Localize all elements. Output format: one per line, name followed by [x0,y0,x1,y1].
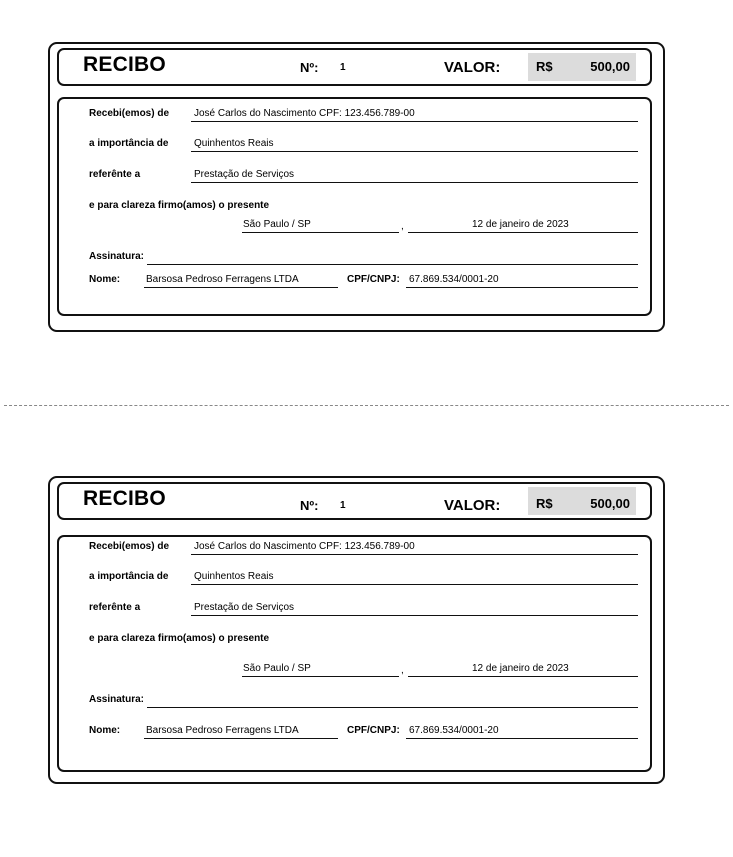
receipt-number: 1 [340,500,346,511]
name-label: Nome: [89,725,121,736]
name-label: Nome: [89,274,121,285]
amount-words-label: a importância de [89,571,169,582]
signature-line [147,707,638,708]
number-label: Nº: [300,498,319,513]
signature-label: Assinatura: [89,251,145,262]
reference-value: Prestação de Serviços [194,169,295,180]
received-from-line [191,554,638,555]
received-from-value: José Carlos do Nascimento CPF: 123.456.789-00 [194,108,415,119]
comma: , [401,665,404,676]
valor-label: VALOR: [444,59,501,76]
valor-box [528,487,636,515]
amount-words-line [191,584,638,585]
received-from-label: Recebi(emos) de [89,541,170,552]
doc-label: CPF/CNPJ: [347,725,400,736]
date-line [408,232,638,233]
reference-value: Prestação de Serviços [194,602,295,613]
amount-value: 500,00 [590,59,630,74]
amount-words-label: a importância de [89,138,169,149]
receipt-1 [48,42,665,332]
received-from-value: José Carlos do Nascimento CPF: 123.456.789-00 [194,541,415,552]
currency-symbol: R$ [536,59,553,74]
valor-label: VALOR: [444,497,501,514]
doc-line [406,738,638,739]
doc-label: CPF/CNPJ: [347,274,400,285]
date-value: 12 de janeiro de 2023 [472,663,569,674]
receipt-header [57,482,652,520]
receipt-header [57,48,652,86]
clarity-text: e para clareza firmo(amos) o presente [89,633,270,644]
doc-value: 67.869.534/0001-20 [409,274,499,285]
receipt-title: RECIBO [83,487,166,510]
reference-label: referênte a [89,169,141,180]
receipt-title: RECIBO [83,53,166,76]
signature-line [147,264,638,265]
name-line [144,738,338,739]
cut-line [4,405,729,406]
reference-line [191,615,638,616]
receipt-2 [48,476,665,784]
receipt-number: 1 [340,62,346,73]
received-from-line [191,121,638,122]
city-line [242,676,399,677]
amount-words-value: Quinhentos Reais [194,138,274,149]
name-value: Barsosa Pedroso Ferragens LTDA [146,274,299,285]
doc-value: 67.869.534/0001-20 [409,725,499,736]
signature-label: Assinatura: [89,694,145,705]
name-line [144,287,338,288]
clarity-text: e para clareza firmo(amos) o presente [89,200,270,211]
reference-label: referênte a [89,602,141,613]
city-value: São Paulo / SP [243,219,311,230]
received-from-label: Recebi(emos) de [89,108,170,119]
receipt-body [57,97,652,316]
reference-line [191,182,638,183]
comma: , [401,221,404,232]
date-value: 12 de janeiro de 2023 [472,219,569,230]
receipt-body [57,535,652,772]
city-value: São Paulo / SP [243,663,311,674]
city-line [242,232,399,233]
amount-value: 500,00 [590,496,630,511]
date-line [408,676,638,677]
currency-symbol: R$ [536,496,553,511]
amount-words-line [191,151,638,152]
doc-line [406,287,638,288]
valor-box [528,53,636,81]
amount-words-value: Quinhentos Reais [194,571,274,582]
name-value: Barsosa Pedroso Ferragens LTDA [146,725,299,736]
number-label: Nº: [300,60,319,75]
